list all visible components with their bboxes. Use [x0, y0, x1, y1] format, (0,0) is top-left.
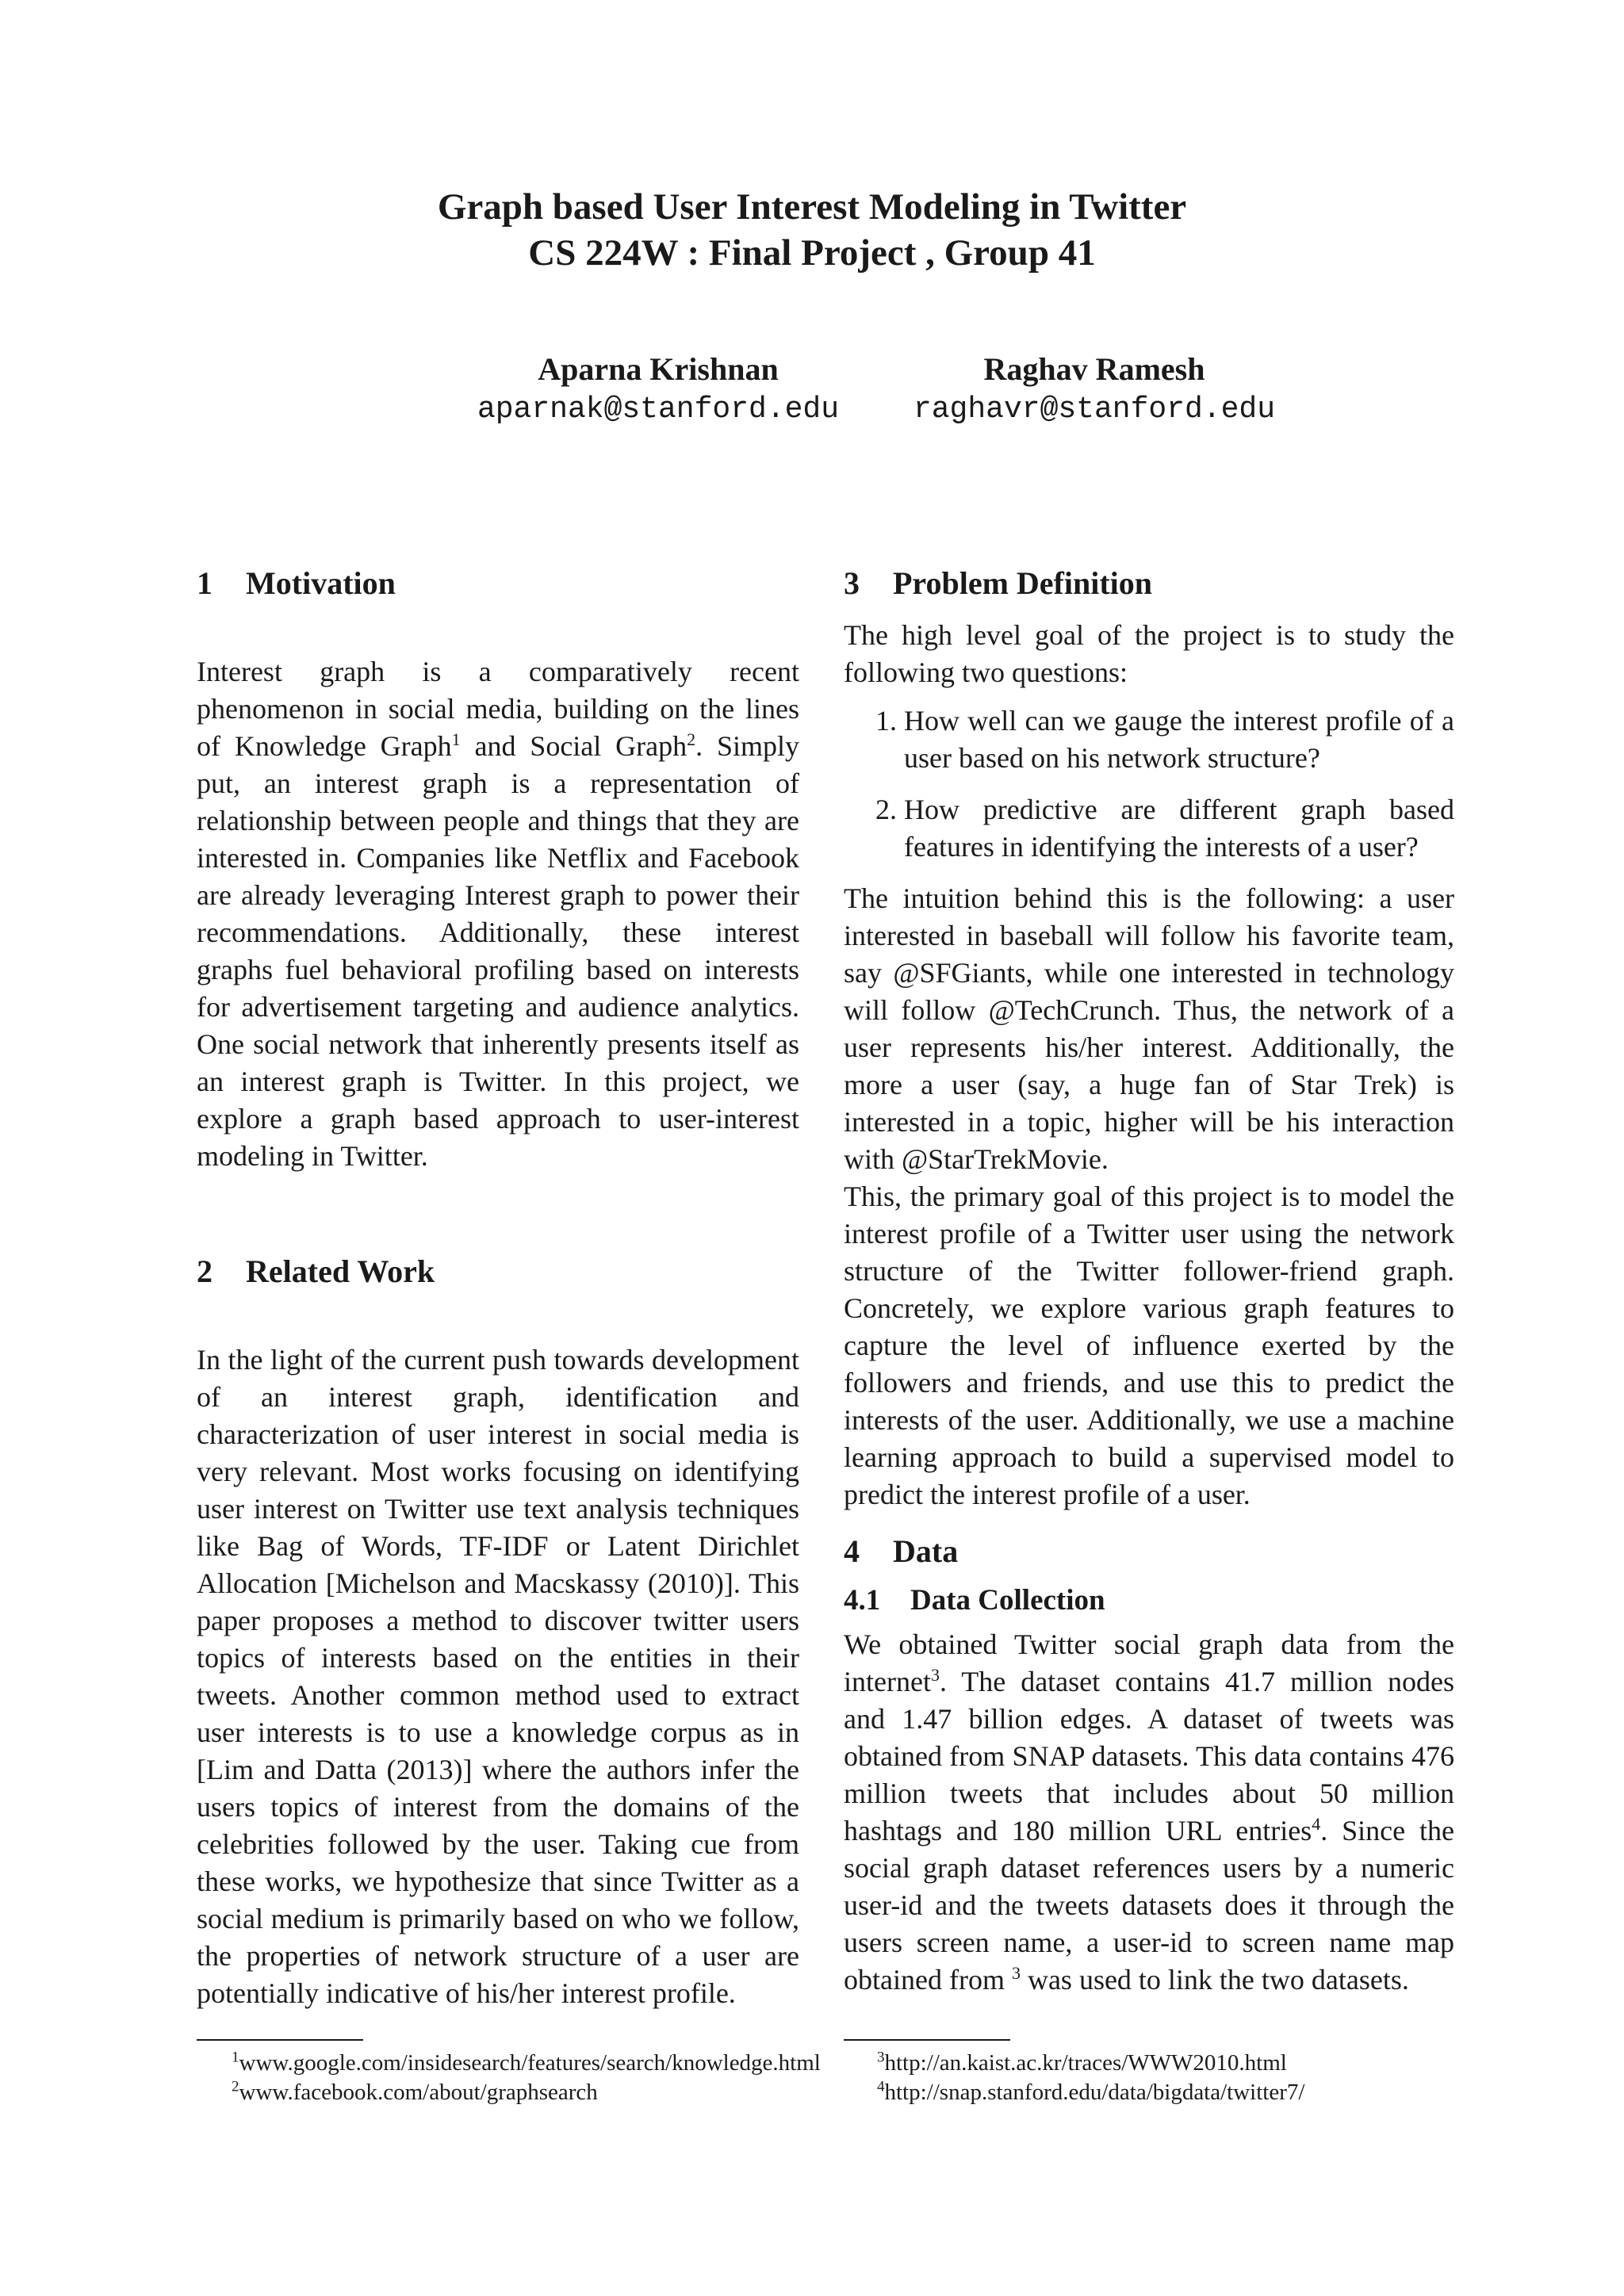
footnote-mark: 3 — [1011, 1963, 1021, 1983]
problem-paragraph-1: The intuition behind this is the following: a user interested in baseball will follow his favorite team, say @SFGiants, while one interested in technology will follow @TechCrunch. Thus, the network of a user represents his/her interest. Additionally, the more a user (say, a huge fan of Star Trek) is interested in a topic, higher will be his interaction with @StarTrekMovie. — [844, 882, 1454, 1175]
text-run: . Simply put, an interest graph is a representation of relationship between people and things that they are interested in. Companies like Netflix and Facebook are already leveraging Interest graph to power their recommendations. Additionally, these interest graphs fuel behavioral profiling based on interests for advertisement targeting and audience analytics. One social network that inherently presents itself as an interest graph is Twitter. In this project, we explore a graph based approach to user-interest modeling in Twitter. — [197, 730, 799, 1172]
section-heading-problem-definition — [844, 561, 1454, 606]
author-email: aparnak@stanford.edu — [477, 392, 840, 427]
text-run: . Since the social graph dataset references users by a numeric user-id and the tweets datasets does it through the users screen name, a user-id to screen name map obtained from — [844, 1815, 1455, 1996]
section-title: Motivation — [246, 565, 396, 601]
data-collection-paragraph — [844, 1626, 1454, 1999]
footnote-mark: 1 — [451, 729, 461, 749]
section-number: 3 — [844, 565, 860, 601]
text-run: We obtained Twitter social graph data from the internet — [844, 1628, 1454, 1697]
footnote-number: 1 — [232, 2049, 239, 2066]
problem-paragraph-2: This, the primary goal of this project is to model the interest profile of a Twitter user using the network structure of the Twitter follower-friend graph. Concretely, we explore various graph features to capture the level of influence exerted by the followers and friends, and use this to predict the interests of the user. Additionally, we use a machine learning approach to build a supervised model to predict the interest profile of a user. — [844, 1181, 1454, 1510]
footnote-url: www.google.com/insidesearch/features/search/knowledge.html — [239, 2050, 821, 2076]
section-number: 1 — [197, 565, 213, 601]
author-2 — [848, 349, 1340, 430]
footnote — [877, 2078, 1304, 2107]
subsection-number: 4.1 — [844, 1584, 881, 1617]
section-heading-data — [844, 1529, 1454, 1574]
question-list — [844, 702, 1454, 866]
section-number: 4 — [844, 1533, 860, 1569]
motivation-paragraph — [197, 653, 799, 1175]
footnote-number: 4 — [877, 2078, 885, 2095]
text-run: . The dataset contains 41.7 million nodes and 1.47 billion edges. A dataset of tweets was obtained from SNAP datasets. This data contains 476 million tweets that includes about 50 million hashtags and 180 million URL entries — [844, 1666, 1454, 1846]
footnote — [877, 2049, 1304, 2078]
author-email: raghavr@stanford.edu — [913, 392, 1276, 427]
footnote-url: www.facebook.com/about/graphsearch — [239, 2080, 598, 2105]
left-column — [197, 561, 799, 2012]
section-heading-related-work — [197, 1249, 799, 1294]
footnote — [232, 2049, 821, 2078]
author-1 — [412, 349, 904, 430]
subsection-title: Data Collection — [910, 1584, 1105, 1617]
author-name: Aparna Krishnan — [538, 351, 779, 387]
related-work-paragraph: In the light of the current push towards development of an interest graph, identification and characterization of user interest in social media is very relevant. Most works focusing on identifying user interest on Twitter use text analysis techniques like Bag of Words, TF-IDF or Latent Dirichlet Allocation [Michelson and Macskassy (2010)]. This paper proposes a method to discover twitter users topics of interests based on the entities in their tweets. Another common method used to extract user interests is to use a knowledge corpus as in [Lim and Datta (2013)] where the authors infer the users topics of interest from the domains of the celebrities followed by the user. Taking cue from these works, we hypothesize that since Twitter as a social medium is primarily based on who we follow, the properties of network structure of a user are potentially indicative of his/her interest profile. — [197, 1344, 799, 2009]
footnote-number: 2 — [232, 2078, 239, 2095]
section-number: 2 — [197, 1253, 213, 1289]
footnotes-right — [877, 2049, 1304, 2107]
author-name: Raghav Ramesh — [983, 351, 1205, 387]
list-item: 2. How predictive are different graph based features in identifying the interests of a user? — [904, 791, 1454, 866]
footnote-number: 3 — [877, 2049, 885, 2066]
subsection-heading-data-collection — [844, 1580, 1454, 1621]
footnotes-left — [232, 2049, 821, 2107]
footnote-url: http://snap.stanford.edu/data/bigdata/twitter7/ — [884, 2080, 1305, 2105]
title-line-2: CS 224W : Final Project , Group 41 — [528, 232, 1096, 274]
text-run: was used to link the two datasets. — [1020, 1964, 1409, 1996]
footnote-url: http://an.kaist.ac.kr/traces/WWW2010.html — [884, 2050, 1287, 2076]
footnote-mark: 3 — [930, 1665, 940, 1685]
paper-title — [0, 184, 1624, 276]
section-title: Related Work — [246, 1253, 435, 1289]
section-title: Problem Definition — [893, 565, 1153, 601]
footnote-mark: 2 — [687, 729, 696, 749]
problem-intro: The high level goal of the project is to study the following two questions: — [844, 619, 1454, 688]
text-run: and Social Graph — [460, 730, 688, 762]
title-line-1: Graph based User Interest Modeling in Twitter — [437, 186, 1187, 228]
footnote-rule — [197, 2039, 363, 2041]
text-run: Interest graph is a comparatively recent phenomenon in social media, building on the lines of Knowledge Graph — [197, 656, 799, 762]
section-title: Data — [893, 1533, 959, 1569]
footnote-mark: 4 — [1312, 1814, 1321, 1834]
right-column — [844, 561, 1454, 1999]
footnote — [232, 2078, 821, 2107]
footnote-rule — [844, 2039, 1010, 2041]
section-heading-motivation — [197, 561, 799, 606]
list-item: 1. How well can we gauge the interest profile of a user based on his network structure? — [904, 702, 1454, 777]
